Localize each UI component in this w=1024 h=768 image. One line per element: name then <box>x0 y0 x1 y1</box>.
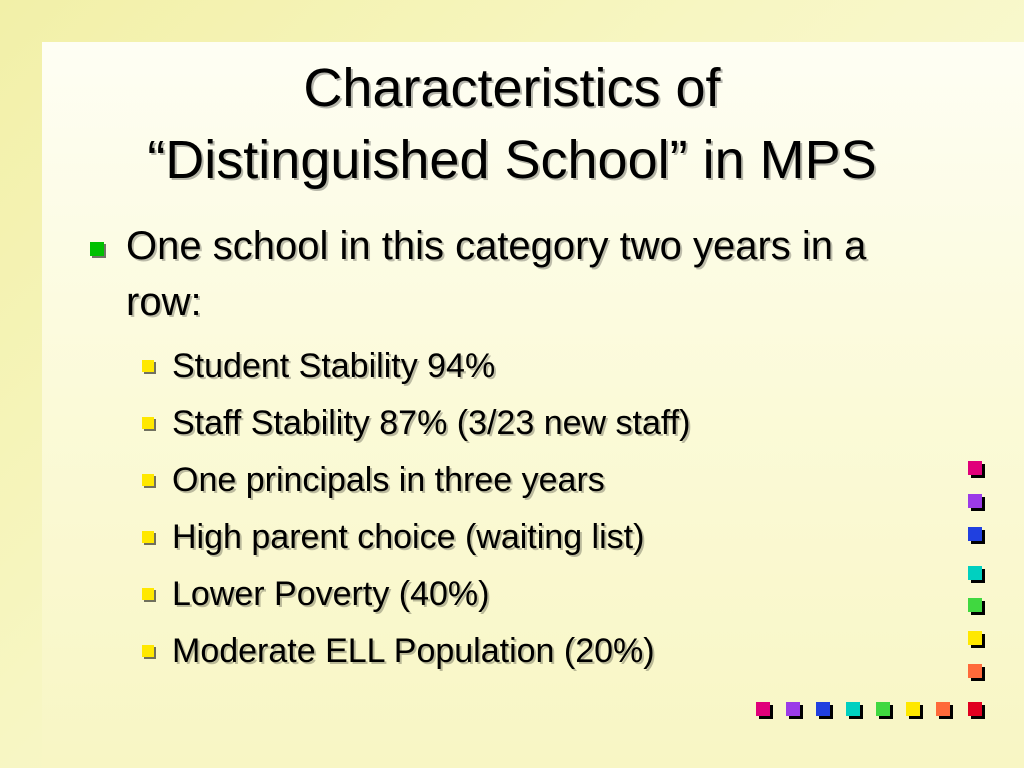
sub-bullet-text: One principals in three years <box>172 461 605 499</box>
decor-square-icon <box>968 527 982 541</box>
square-bullet-icon <box>90 242 104 256</box>
decor-square-icon <box>936 702 950 716</box>
sub-bullet-text: Lower Poverty (40%) <box>172 575 490 613</box>
sub-bullet-text: Student Stability 94% <box>172 347 496 385</box>
bullet-level1 <box>90 218 950 330</box>
decor-square-icon <box>756 702 770 716</box>
sub-bullet-item <box>142 344 495 388</box>
square-bullet-icon <box>142 417 154 429</box>
sub-bullet-item <box>142 629 655 673</box>
square-bullet-icon <box>142 588 154 600</box>
decor-square-icon <box>968 631 982 645</box>
sub-bullet-text: High parent choice (waiting list) <box>172 518 645 556</box>
sub-bullet-text: Staff Stability 87% (3/23 new staff) <box>172 404 691 442</box>
decor-square-icon <box>968 461 982 475</box>
sub-bullet-item <box>142 515 644 559</box>
square-bullet-icon <box>142 531 154 543</box>
decor-square-icon <box>876 702 890 716</box>
decor-square-icon <box>906 702 920 716</box>
decor-square-icon <box>968 494 982 508</box>
title-line-1: Characteristics of <box>303 58 721 118</box>
square-bullet-icon <box>142 645 154 657</box>
decor-square-icon <box>846 702 860 716</box>
sub-bullet-item <box>142 458 605 502</box>
square-bullet-icon <box>142 360 154 372</box>
decor-square-icon <box>786 702 800 716</box>
square-bullet-icon <box>142 474 154 486</box>
decor-square-icon <box>968 702 982 716</box>
decor-square-icon <box>816 702 830 716</box>
sub-bullet-item <box>142 401 690 445</box>
decor-square-icon <box>968 598 982 612</box>
sub-bullet-item <box>142 572 489 616</box>
decor-square-icon <box>968 664 982 678</box>
bullet-text: One school in this category two years in a row: <box>126 224 867 324</box>
decor-square-icon <box>968 566 982 580</box>
title-line-2: “Distinguished School” in MPS <box>147 130 877 190</box>
sub-bullet-text: Moderate ELL Population (20%) <box>172 632 655 670</box>
